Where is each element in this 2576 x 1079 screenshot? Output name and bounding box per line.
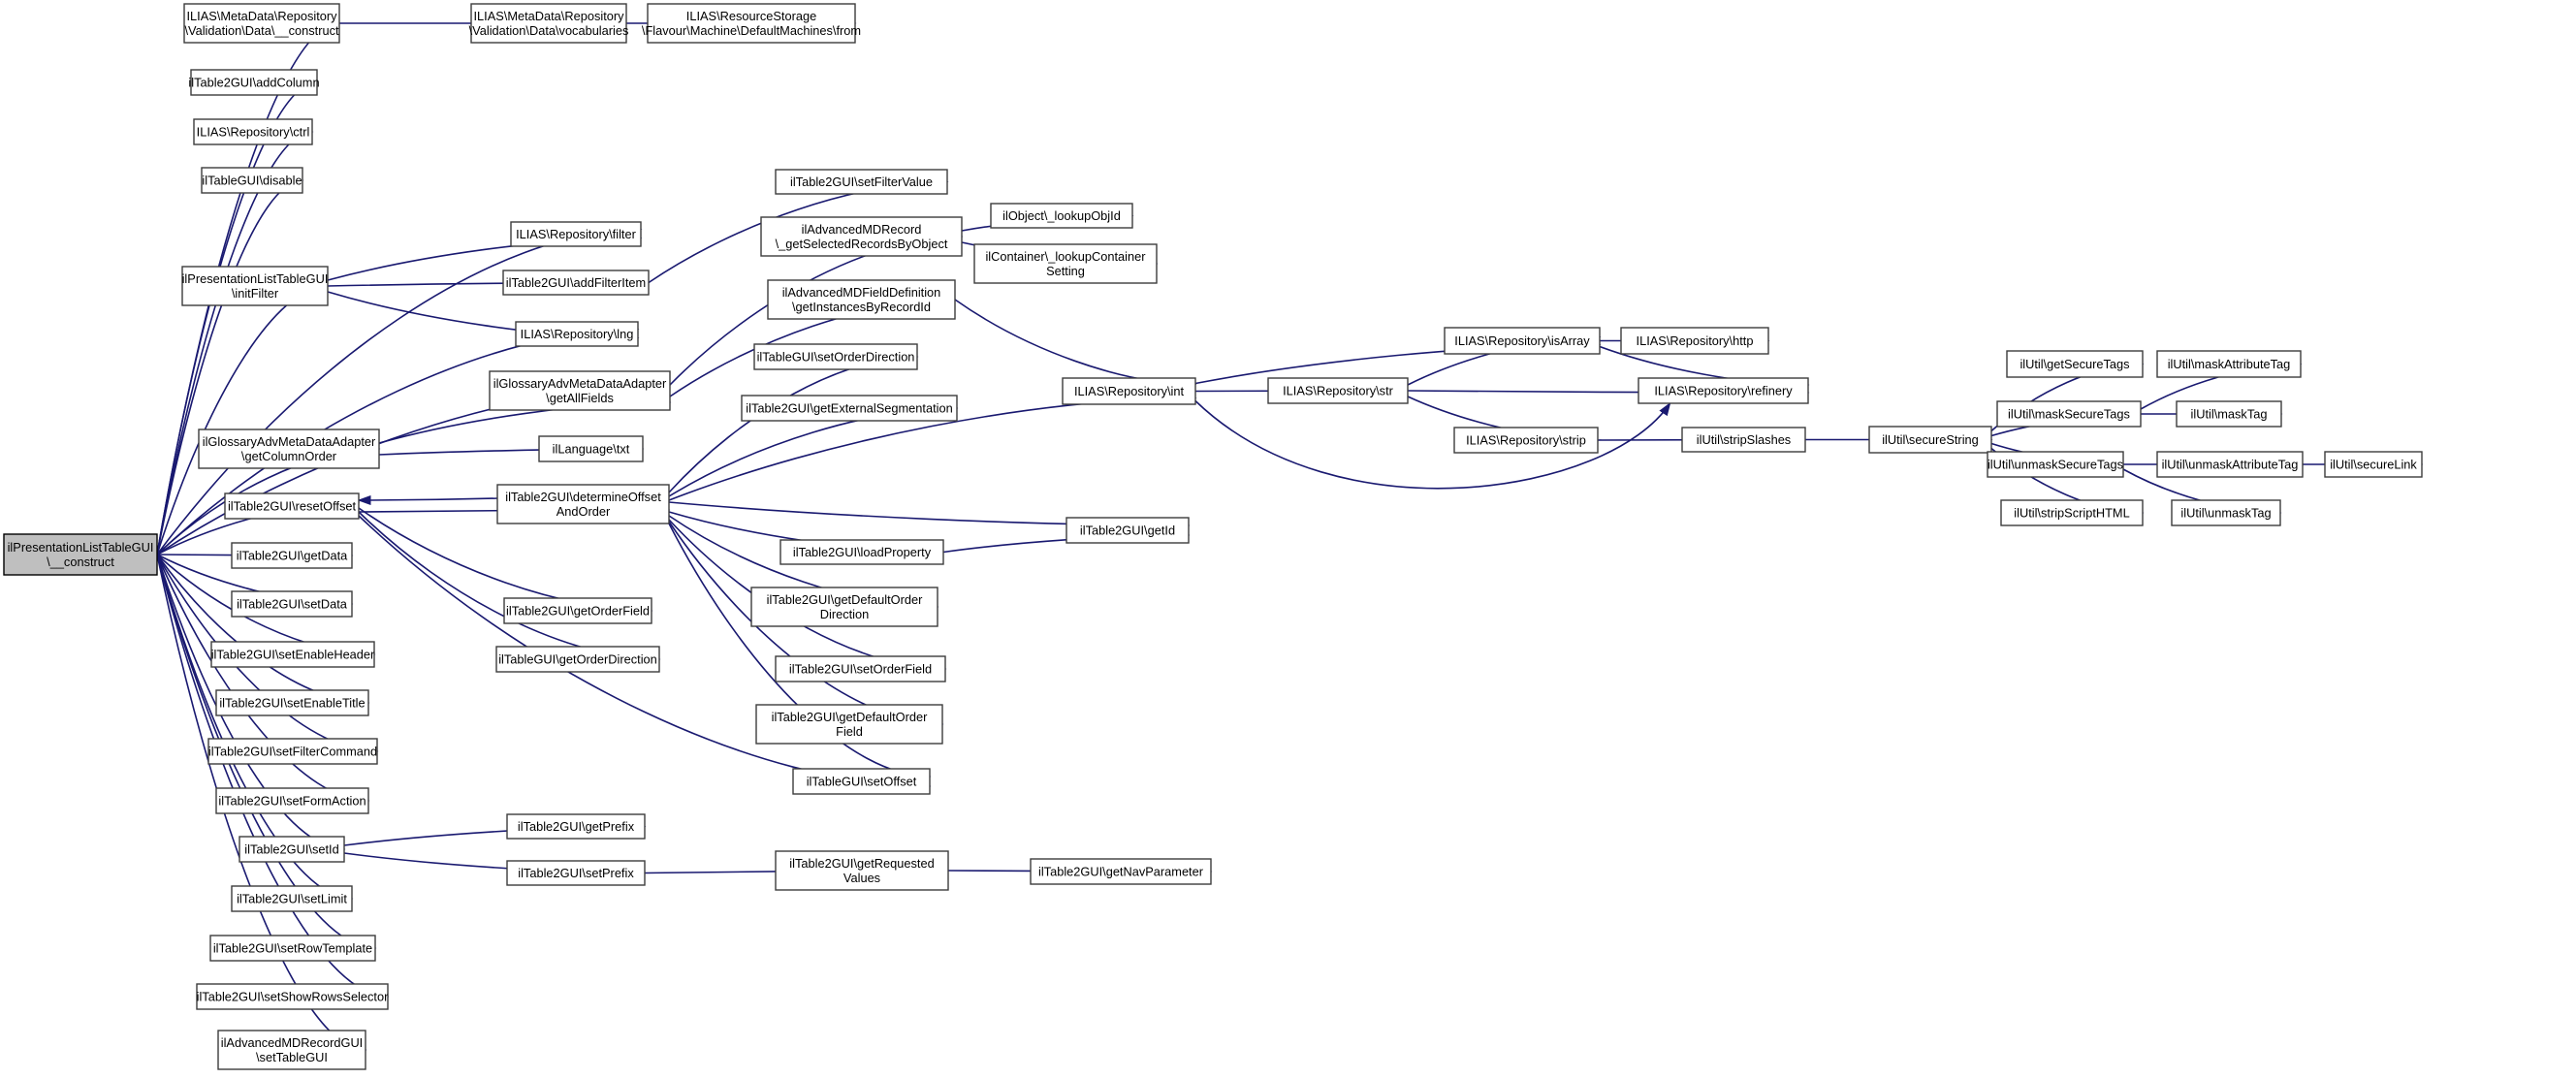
graph-node-label: ilTable2GUI\addFilterItem [505, 275, 647, 290]
graph-node-label: ilTable2GUI\getDefaultOrder Field [771, 710, 928, 739]
graph-node-label: ilTableGUI\setOffset [806, 774, 917, 789]
graph-node-http[interactable] [1621, 328, 1768, 354]
call-edge-int-to-refinery [1195, 401, 1670, 489]
graph-node-initFilter[interactable] [182, 267, 329, 305]
graph-node-label: ilUtil\secureLink [2330, 457, 2417, 472]
graph-node-defaultMachinesFrom[interactable] [642, 4, 861, 43]
call-edge-determineOffsetAndOrder-to-setOrderDirection [669, 357, 917, 492]
graph-node-lookupContainerSetting[interactable] [974, 244, 1157, 283]
graph-node-setFilterCommand[interactable] [208, 739, 377, 764]
graph-node-secureLink[interactable] [2325, 452, 2422, 477]
edges-layer [157, 23, 2422, 1050]
graph-node-label: ilUtil\maskSecureTags [2008, 406, 2130, 422]
graph-node-label: ilAdvancedMDRecordGUI \setTableGUI [220, 1035, 364, 1064]
call-edge-determineOffsetAndOrder-to-resetOffset [359, 498, 497, 500]
graph-node-setId[interactable] [239, 837, 344, 862]
graph-node-lookupObjId[interactable] [991, 204, 1132, 228]
graph-node-maskAttributeTag[interactable] [2157, 351, 2301, 377]
graph-node-label: ilGlossaryAdvMetaDataAdapter \getAllFields [493, 376, 667, 405]
graph-node-label: ilUtil\maskAttributeTag [2167, 357, 2291, 371]
graph-node-isArray[interactable] [1445, 328, 1600, 354]
call-edge-root-to-setEnableTitle [157, 555, 368, 703]
graph-node-label: ilTable2GUI\getOrderField [506, 603, 650, 619]
graph-node-label: ilTable2GUI\setEnableTitle [219, 695, 366, 711]
call-edge-resetOffset-to-getOrderDirection [359, 512, 659, 659]
graph-node-getOrderField[interactable] [504, 598, 652, 623]
graph-node-strip[interactable] [1454, 428, 1598, 453]
graph-node-label: ilLanguage\txt [552, 441, 630, 457]
graph-node-label: ilTable2GUI\setEnableHeader [210, 647, 375, 662]
graph-node-setLimit[interactable] [232, 886, 352, 911]
graph-node-label: ilTable2GUI\addColumn [188, 75, 320, 90]
graph-node-stripScriptHTML[interactable] [2001, 500, 2143, 525]
graph-node-getOrderDirection[interactable] [496, 647, 659, 672]
graph-node-label: ilTable2GUI\setLimit [237, 891, 347, 906]
graph-node-lng[interactable] [516, 322, 638, 346]
graph-node-setFormAction[interactable] [216, 788, 368, 813]
graph-node-label: ILIAS\MetaData\Repository \Validation\Data\__construct [184, 9, 339, 38]
graph-node-refinery[interactable] [1638, 378, 1808, 403]
graph-node-label: ilUtil\maskTag [2190, 406, 2268, 422]
graph-node-setOrderField[interactable] [776, 656, 945, 682]
graph-node-label: ilUtil\unmaskTag [2180, 505, 2272, 521]
graph-node-label: ilTable2GUI\setOrderField [788, 661, 933, 677]
graph-node-label: ilUtil\stripScriptHTML [2014, 505, 2130, 521]
graph-node-loadProperty[interactable] [780, 540, 943, 564]
graph-node-label: ILIAS\MetaData\Repository \Validation\Data\vocabularies [468, 9, 629, 38]
graph-node-stripSlashes[interactable] [1682, 428, 1805, 452]
graph-node-label: ilTable2GUI\getData [236, 548, 348, 563]
graph-node-getData[interactable] [232, 543, 352, 568]
graph-node-label: ilTable2GUI\setPrefix [518, 866, 634, 880]
graph-node-getId[interactable] [1066, 518, 1189, 543]
graph-node-label: ilTable2GUI\getExternalSegmentation [746, 400, 953, 416]
graph-node-label: ILIAS\Repository\refinery [1654, 383, 1793, 398]
graph-node-setFilterValue[interactable] [776, 170, 947, 194]
graph-node-getInstancesByRecordId[interactable] [768, 280, 955, 319]
graph-node-getExternalSegmentation[interactable] [742, 396, 957, 421]
graph-node-label: ilTableGUI\disable [202, 173, 302, 188]
graph-node-label: ilTableGUI\getOrderDirection [498, 651, 657, 667]
graph-node-setOrderDirection[interactable] [754, 344, 917, 369]
graph-node-unmaskAttributeTag[interactable] [2157, 452, 2303, 477]
graph-node-label: ILIAS\Repository\lng [520, 327, 634, 341]
graph-node-label: ilTable2GUI\setShowRowsSelector [196, 989, 389, 1004]
call-edge-root-to-ctrl [157, 132, 312, 555]
graph-node-setShowRowsSelector[interactable] [197, 984, 389, 1009]
graph-node-getSecureTags[interactable] [2007, 351, 2143, 377]
graph-node-label: ilTable2GUI\setFilterCommand [207, 744, 378, 759]
graph-node-txt[interactable] [539, 436, 643, 461]
graph-node-str[interactable] [1268, 378, 1408, 403]
graph-node-setEnableTitle[interactable] [216, 690, 368, 715]
graph-node-label: ILIAS\Repository\isArray [1454, 333, 1590, 348]
graph-node-getRequestedValues[interactable] [776, 851, 948, 890]
graph-node-label: ilTable2GUI\getNavParameter [1038, 864, 1203, 879]
graph-node-getNavParameter[interactable] [1031, 859, 1211, 884]
graph-node-label: ilUtil\unmaskAttributeTag [2161, 457, 2299, 472]
call-edge-root-to-setShowRowsSelector [157, 555, 388, 997]
graph-node-label: ilUtil\stripSlashes [1696, 432, 1792, 447]
graph-node-setRowTemplate[interactable] [210, 936, 375, 961]
graph-node-setOffset[interactable] [793, 769, 930, 794]
graph-node-label: ilContainer\_lookupContainer Setting [985, 249, 1146, 278]
graph-node-label: ilGlossaryAdvMetaDataAdapter \getColumnOrder [202, 434, 376, 463]
graph-node-label: ILIAS\Repository\filter [516, 227, 636, 241]
graph-node-vocabularies[interactable] [469, 4, 629, 43]
graph-node-unmaskSecureTags[interactable] [1988, 452, 2123, 477]
graph-node-label: ilTable2GUI\determineOffset AndOrder [505, 490, 661, 519]
graph-node-label: ILIAS\Repository\ctrl [196, 124, 310, 140]
graph-node-label: ilPresentationListTableGUI \initFilter [181, 271, 329, 301]
graph-node-setEnableHeader[interactable] [211, 642, 375, 667]
graph-node-int[interactable] [1063, 378, 1195, 404]
graph-node-getAllFields[interactable] [490, 371, 670, 410]
graph-node-label: ilTable2GUI\setId [244, 841, 339, 857]
graph-node-ctrl[interactable] [194, 119, 312, 144]
graph-node-label: ILIAS\Repository\str [1283, 383, 1393, 398]
graph-node-label: ilAdvancedMDFieldDefinition \getInstancesByRecordId [781, 285, 941, 314]
graph-node-label: ILIAS\Repository\strip [1466, 432, 1586, 448]
graph-node-label: ilUtil\secureString [1882, 432, 1979, 447]
graph-node-label: ILIAS\Repository\http [1636, 333, 1754, 348]
graph-node-label: ilTable2GUI\getDefaultOrder Direction [766, 592, 923, 621]
graph-node-addFilterItem[interactable] [503, 270, 649, 295]
graph-node-label: ilAdvancedMDRecord \_getSelectedRecordsByObject [775, 222, 948, 251]
graph-node-getSelectedRecordsByObject[interactable] [761, 217, 962, 256]
graph-node-maskTag[interactable] [2177, 401, 2281, 427]
graph-node-filter[interactable] [511, 222, 641, 246]
graph-node-addColumn[interactable] [188, 70, 319, 95]
graph-node-label: ilUtil\unmaskSecureTags [1987, 457, 2124, 472]
graph-node-label: ilPresentationListTableGUI \__construct [7, 540, 154, 569]
graph-node-label: ilObject\_lookupObjId [1002, 208, 1121, 223]
graph-node-setData[interactable] [232, 591, 352, 617]
graph-node-getDefaultOrderField[interactable] [756, 705, 942, 744]
graph-node-label: ilTable2GUI\getRequested Values [789, 856, 935, 885]
nodes-layer [4, 4, 2422, 1069]
graph-node-label: ilTableGUI\setOrderDirection [756, 349, 915, 365]
graph-node-label: ilTable2GUI\loadProperty [792, 545, 932, 559]
graph-node-label: ilTable2GUI\resetOffset [227, 498, 357, 514]
graph-node-disable[interactable] [202, 168, 302, 193]
graph-node-unmaskTag[interactable] [2172, 500, 2280, 525]
graph-node-getColumnOrder[interactable] [199, 429, 379, 468]
graph-node-setTableGUI[interactable] [218, 1031, 366, 1069]
graph-node-getDefaultOrderDirection[interactable] [751, 587, 938, 626]
graph-node-label: ilTable2GUI\setData [237, 596, 347, 612]
graph-node-label: ilTable2GUI\setFormAction [218, 793, 366, 809]
graph-node-setPrefix[interactable] [507, 861, 645, 885]
graph-node-label: ilUtil\getSecureTags [2019, 357, 2130, 371]
graph-node-secureString[interactable] [1869, 427, 1991, 453]
graph-node-label: ILIAS\Repository\int [1073, 384, 1185, 398]
graph-node-resetOffset[interactable] [225, 493, 359, 519]
graph-node-label: ilTable2GUI\setRowTemplate [212, 940, 373, 956]
graph-node-root [4, 534, 157, 575]
graph-node-maskSecureTags[interactable] [1997, 401, 2141, 427]
graph-node-determineOffsetAndOrder[interactable] [497, 485, 669, 524]
graph-node-mdConstruct[interactable] [184, 4, 339, 43]
call-edge-getInstancesByRecordId-to-int [955, 300, 1195, 385]
graph-node-label: ilTable2GUI\getPrefix [517, 819, 635, 834]
graph-node-label: ilTable2GUI\setFilterValue [790, 175, 933, 189]
graph-node-label: ilTable2GUI\getId [1079, 523, 1176, 538]
graph-node-getPrefix[interactable] [507, 814, 645, 839]
graph-node-label: ILIAS\ResourceStorage \Flavour\Machine\DefaultMachines\from [641, 9, 862, 38]
